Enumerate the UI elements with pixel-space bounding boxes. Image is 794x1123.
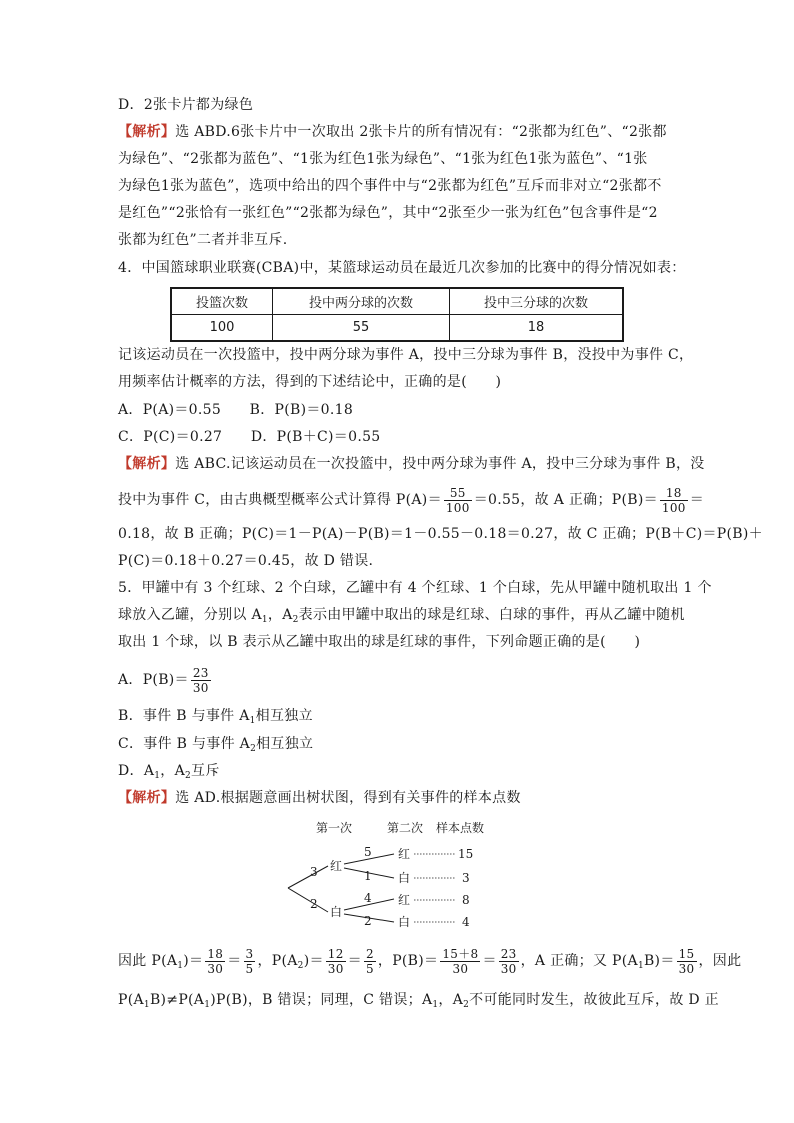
leaf-white: 白 — [398, 915, 411, 929]
analysis-text: 为绿色”、“2张都为蓝色”、“1张为红色1张为绿色”、“1张为红色1张为蓝色”、“1张 — [118, 151, 648, 167]
score-table — [170, 287, 624, 342]
analysis-text: B)＝ — [643, 953, 675, 969]
tree-header-count: 样本点数 — [436, 821, 484, 835]
branch-weight: 5 — [364, 845, 372, 859]
node-white: 白 — [330, 905, 343, 919]
leaf-white: 白 — [398, 871, 411, 885]
subscript: 1 — [177, 961, 184, 971]
option-text: D．A — [118, 763, 155, 779]
analysis-text: ，A — [438, 992, 464, 1008]
option-a — [118, 664, 682, 696]
subscript: 2 — [297, 961, 304, 971]
sample-count: 3 — [462, 871, 470, 885]
analysis-text: ＝ — [482, 953, 497, 969]
analysis-text: 不可能同时发生，故彼此互斥，故 D 正 — [469, 992, 719, 1008]
question-4-text: 记该运动员在一次投篮中，投中两分球为事件 A，投中三分球为事件 B，没投中为事件 C， — [118, 347, 694, 363]
branch-weight: 4 — [364, 891, 372, 905]
question-4-options: A．P(A)＝0.55 B．P(B)＝0.18 — [118, 402, 354, 418]
option-text: 互斥 — [191, 763, 220, 779]
analysis-text: 因此 P(A — [118, 953, 178, 969]
leaf-red: 红 — [398, 847, 411, 861]
analysis-line — [118, 454, 705, 474]
analysis-text: ＝ — [689, 492, 705, 508]
analysis-text: 选 ABD.6张卡片中一次取出 2张卡片的所有情况有：“2张都为红色”、“2张都 — [175, 124, 667, 140]
analysis-text: ，P(A — [257, 953, 298, 969]
analysis-text: 投中为事件 C，由古典概型概率公式计算得 P(A)＝ — [118, 492, 442, 508]
fraction-denominator: 30 — [678, 961, 695, 976]
analysis-text: 为绿色1张为蓝色”，选项中给出的四个事件中与“2张都为红色”互斥而非对立“2张都不 — [118, 178, 662, 194]
analysis-text: 选 ABC.记该运动员在一次投篮中，投中两分球为事件 A，投中三分球为事件 B，没 — [175, 456, 705, 472]
fraction-numerator: 3 — [245, 946, 254, 961]
fraction-denominator: 30 — [452, 961, 469, 976]
analysis-text: B)≠P(A — [149, 992, 205, 1008]
question-5-stem: 5．甲罐中有 3 个红球、2 个白球，乙罐中有 4 个红球、1 个白球，先从甲罐中随机取出 1 个 — [118, 580, 712, 596]
analysis-label: 【解析】 — [118, 790, 176, 806]
analysis-text: 0.18，故 B 正确；P(C)＝1－P(A)－P(B)＝1－0.55－0.18＝0.27，故 C 正确；P(B＋C)＝P(B)＋ — [118, 526, 763, 542]
fraction — [191, 666, 211, 695]
fraction-denominator: 100 — [661, 500, 686, 515]
question-4-stem: 4．中国篮球职业联赛(CBA)中，某篮球运动员在最近几次参加的比赛中的得分情况如表： — [118, 260, 686, 276]
fraction — [660, 486, 688, 515]
analysis-text: ，因此 — [698, 953, 742, 969]
analysis-text: )P(B)，B 错误；同理，C 错误；A — [210, 992, 433, 1008]
analysis-text: ，P(B)＝ — [377, 953, 439, 969]
fraction-numerator: 23 — [192, 665, 209, 680]
tree-header-second: 第二次 — [387, 821, 424, 835]
option-text: A．P(B)＝ — [118, 672, 189, 688]
fraction — [244, 947, 256, 976]
fraction-denominator: 30 — [192, 680, 209, 695]
option-text: 相互独立 — [256, 736, 314, 752]
branch-weight: 3 — [310, 865, 318, 879]
analysis-text: P(A — [118, 992, 144, 1008]
analysis-text-line — [118, 990, 719, 1015]
tree-diagram — [284, 818, 484, 933]
sample-count: 15 — [458, 847, 474, 861]
fraction-numerator: 15 — [678, 946, 695, 961]
sample-count: 8 — [462, 893, 470, 907]
fraction-denominator: 5 — [245, 961, 254, 976]
option-b — [118, 706, 682, 731]
option-d — [118, 761, 682, 786]
subscript: 1 — [204, 1000, 211, 1010]
question-4-options: C．P(C)＝0.27 D．P(B＋C)＝0.55 — [118, 429, 381, 445]
option-c — [118, 734, 682, 759]
leaf-red: 红 — [398, 893, 411, 907]
question-5-text: 取出 1 个球，以 B 表示从乙罐中取出的球是红球的事件，下列命题正确的是( ) — [118, 634, 641, 650]
subscript: 1 — [249, 716, 256, 726]
analysis-text: )＝ — [183, 953, 204, 969]
fraction — [326, 947, 346, 976]
tree-header-first: 第一次 — [316, 821, 353, 835]
table-header-cell: 投中三分球的次数 — [450, 288, 624, 315]
analysis-text: 是红色”“2张恰有一张红色”“2张都为绿色”，其中“2张至少一张为红色”包含事件是“2 — [118, 205, 658, 221]
fraction — [440, 947, 480, 976]
fraction — [205, 947, 225, 976]
question-4-text: 用频率估计概率的方法，得到的下述结论中，正确的是( ) — [118, 374, 502, 390]
option-text: C．事件 B 与事件 A — [118, 736, 251, 752]
fraction-numerator: 23 — [500, 946, 517, 961]
table-cell: 18 — [450, 315, 624, 342]
subscript: 2 — [463, 1000, 470, 1010]
analysis-label: 【解析】 — [118, 124, 176, 140]
subscript: 1 — [154, 771, 161, 781]
fraction-denominator: 30 — [207, 961, 224, 976]
branch-line — [288, 888, 328, 912]
fraction — [677, 947, 697, 976]
table-header-cell: 投中两分球的次数 — [273, 288, 450, 315]
branch-line — [288, 866, 328, 888]
analysis-text: ，A 正确；又 P(A — [520, 953, 638, 969]
analysis-text: )＝ — [303, 953, 324, 969]
analysis-formula-line — [118, 944, 742, 983]
fraction-denominator: 100 — [445, 500, 470, 515]
option-text: ，A — [160, 763, 185, 779]
fraction-numerator: 18 — [660, 486, 688, 501]
subscript: 2 — [185, 771, 192, 781]
branch-weight: 2 — [310, 897, 318, 911]
table-cell: 55 — [273, 315, 450, 342]
fraction — [364, 947, 376, 976]
analysis-text: ＝ — [347, 953, 362, 969]
branch-weight: 1 — [364, 869, 372, 883]
analysis-formula-line — [118, 484, 705, 516]
question-text: ，A — [267, 607, 293, 623]
subscript: 2 — [250, 744, 257, 754]
fraction-numerator: 12 — [327, 946, 344, 961]
subscript: 1 — [261, 615, 268, 625]
fraction-numerator: 2 — [365, 946, 374, 961]
node-red: 红 — [330, 859, 343, 873]
option-d-text: D．2张卡片都为绿色 — [118, 97, 254, 113]
question-text: 球放入乙罐，分别以 A — [118, 607, 262, 623]
subscript: 2 — [292, 615, 299, 625]
analysis-line — [118, 122, 682, 142]
analysis-line — [118, 788, 682, 808]
sample-count: 4 — [462, 915, 470, 929]
analysis-text: ＝0.55，故 A 正确；P(B)＝ — [473, 492, 658, 508]
fraction — [444, 486, 472, 515]
fraction-numerator: 55 — [444, 486, 472, 501]
fraction-denominator: 5 — [365, 961, 374, 976]
analysis-label: 【解析】 — [118, 456, 176, 472]
option-text: 相互独立 — [255, 708, 313, 724]
analysis-text: P(C)＝0.18＋0.27＝0.45，故 D 错误. — [118, 553, 374, 569]
fraction-denominator: 30 — [500, 961, 517, 976]
analysis-text: 选 AD.根据题意画出树状图，得到有关事件的样本点数 — [175, 790, 521, 806]
subscript: 1 — [637, 961, 644, 971]
table-header-row — [171, 288, 623, 315]
fraction-numerator: 18 — [207, 946, 224, 961]
subscript: 1 — [432, 1000, 439, 1010]
question-text: 表示由甲罐中取出的球是红球、白球的事件，再从乙罐中随机 — [298, 607, 685, 623]
analysis-text: 张都为红色”二者并非互斥. — [118, 232, 288, 248]
question-5-text — [118, 605, 685, 630]
option-text: B．事件 B 与事件 A — [118, 708, 250, 724]
table-row — [171, 315, 623, 342]
analysis-text: ＝ — [227, 953, 242, 969]
fraction — [499, 947, 519, 976]
branch-weight: 2 — [364, 914, 372, 928]
fraction-denominator: 30 — [327, 961, 344, 976]
subscript: 1 — [143, 1000, 150, 1010]
fraction-numerator: 15＋8 — [442, 946, 479, 961]
table-cell: 100 — [171, 315, 273, 342]
table-header-cell: 投篮次数 — [171, 288, 273, 315]
